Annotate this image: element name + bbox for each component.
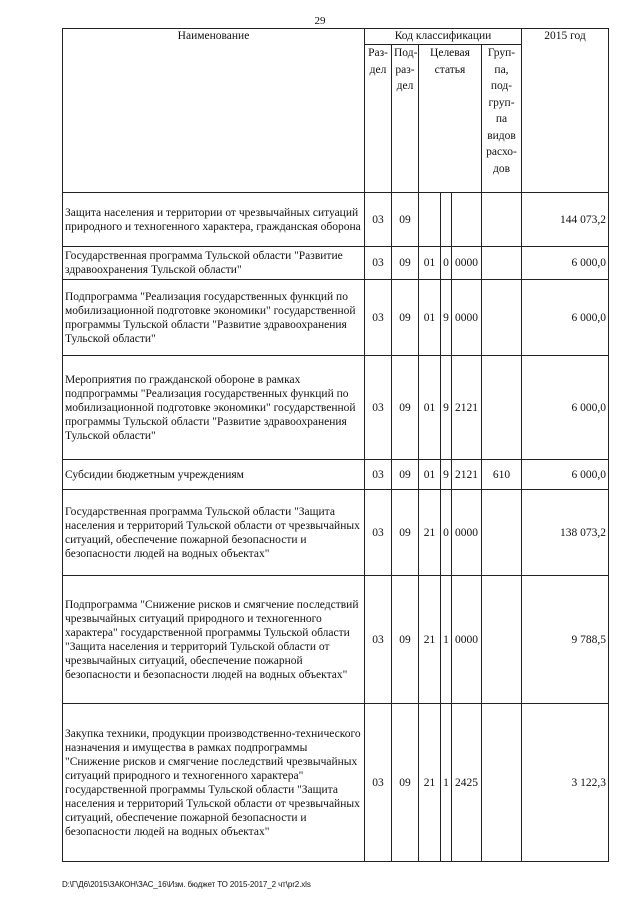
cell-razdel: 03 bbox=[365, 704, 392, 862]
file-path-footer: D:\Г\Д6\2015\ЗАКОН\ЗАС_16\Изм. бюджет ТО 2015-2017_2 чт\pr2.xls bbox=[62, 880, 311, 889]
table-row bbox=[63, 356, 609, 460]
cell-vr bbox=[482, 247, 522, 280]
cell-amount: 6 000,0 bbox=[522, 356, 609, 460]
cell-name: Подпрограмма "Реализация государственных функций по мобилизационной подготовке экономики" государственной программы Тульской области "Развитие здравоохранения Тульской области" bbox=[63, 280, 365, 356]
cell-name: Закупка техники, продукции производственно-технического назначения и имущества в рамках подпрограммы "Снижение рисков и смягчение последствий чрезвычайных ситуаций природного и техногенного характера" государственной программы Тульской области "Защита населения и территорий Тульской области от чрезвычайных ситуаций, обеспечение пожарной безопасности и безопасности людей на водных объектах" bbox=[63, 704, 365, 862]
cell-cs3: 0000 bbox=[452, 490, 482, 576]
cell-cs1: 21 bbox=[419, 576, 441, 704]
cell-amount: 6 000,0 bbox=[522, 280, 609, 356]
cell-podrazdel: 09 bbox=[392, 490, 419, 576]
cell-cs3: 2121 bbox=[452, 460, 482, 490]
cell-vr bbox=[482, 490, 522, 576]
cell-amount: 144 073,2 bbox=[522, 193, 609, 247]
cell-cs2: 9 bbox=[441, 280, 452, 356]
cell-cs1: 21 bbox=[419, 490, 441, 576]
cell-name: Подпрограмма "Снижение рисков и смягчение последствий чрезвычайных ситуаций природного и техногенного характера" государственной программы Тульской области "Защита населения и территорий Тульской области от чрезвычайных ситуаций, обеспечение пожарной безопасности и безопасности людей на водных объектах" bbox=[63, 576, 365, 704]
cell-cs2: 0 bbox=[441, 490, 452, 576]
header-subsection: Под- раз- дел bbox=[392, 45, 419, 193]
cell-cs2: 0 bbox=[441, 247, 452, 280]
cell-cs2: 1 bbox=[441, 704, 452, 862]
header-expense-group: Груп- па, под- груп- па видов расхо- дов bbox=[482, 45, 522, 193]
table-row bbox=[63, 247, 609, 280]
table-row bbox=[63, 193, 609, 247]
header-name: Наименование bbox=[63, 29, 365, 193]
cell-razdel: 03 bbox=[365, 193, 392, 247]
cell-vr bbox=[482, 704, 522, 862]
header-section: Раз- дел bbox=[365, 45, 392, 193]
cell-razdel: 03 bbox=[365, 490, 392, 576]
cell-cs3: 2425 bbox=[452, 704, 482, 862]
cell-vr bbox=[482, 356, 522, 460]
header-year: 2015 год bbox=[522, 29, 609, 193]
cell-cs3 bbox=[452, 193, 482, 247]
cell-name: Защита населения и территории от чрезвычайных ситуаций природного и техногенного характера, гражданская оборона bbox=[63, 193, 365, 247]
cell-name: Мероприятия по гражданской обороне в рамках подпрограммы "Реализация государственных функций по мобилизационной подготовке экономики" государственной программы Тульской области "Развитие здравоохранения Тульской области" bbox=[63, 356, 365, 460]
cell-podrazdel: 09 bbox=[392, 704, 419, 862]
header-classification: Код классификации bbox=[365, 29, 522, 45]
cell-podrazdel: 09 bbox=[392, 247, 419, 280]
cell-podrazdel: 09 bbox=[392, 193, 419, 247]
cell-podrazdel: 09 bbox=[392, 356, 419, 460]
cell-vr bbox=[482, 193, 522, 247]
cell-amount: 6 000,0 bbox=[522, 247, 609, 280]
cell-razdel: 03 bbox=[365, 247, 392, 280]
cell-name: Государственная программа Тульской области "Развитие здравоохранения Тульской области" bbox=[63, 247, 365, 280]
cell-amount: 9 788,5 bbox=[522, 576, 609, 704]
cell-podrazdel: 09 bbox=[392, 280, 419, 356]
cell-cs3: 0000 bbox=[452, 280, 482, 356]
table-row bbox=[63, 460, 609, 490]
header-target-article: Целевая статья bbox=[419, 45, 482, 193]
cell-vr: 610 bbox=[482, 460, 522, 490]
cell-cs2: 9 bbox=[441, 460, 452, 490]
cell-cs1 bbox=[419, 193, 441, 247]
cell-cs2: 9 bbox=[441, 356, 452, 460]
cell-cs3: 0000 bbox=[452, 576, 482, 704]
cell-vr bbox=[482, 280, 522, 356]
cell-cs1: 01 bbox=[419, 247, 441, 280]
cell-cs1: 01 bbox=[419, 280, 441, 356]
budget-table bbox=[62, 28, 609, 862]
cell-name: Субсидии бюджетным учреждениям bbox=[63, 460, 365, 490]
cell-cs1: 01 bbox=[419, 356, 441, 460]
cell-vr bbox=[482, 576, 522, 704]
cell-name: Государственная программа Тульской области "Защита населения и территорий Тульской области от чрезвычайных ситуаций, обеспечение пожарной безопасности и безопасности людей на водных объектах" bbox=[63, 490, 365, 576]
cell-amount: 6 000,0 bbox=[522, 460, 609, 490]
table-row bbox=[63, 280, 609, 356]
cell-cs1: 01 bbox=[419, 460, 441, 490]
cell-cs2: 1 bbox=[441, 576, 452, 704]
cell-cs1: 21 bbox=[419, 704, 441, 862]
cell-cs3: 2121 bbox=[452, 356, 482, 460]
page-number: 29 bbox=[314, 15, 326, 27]
cell-razdel: 03 bbox=[365, 356, 392, 460]
table-row bbox=[63, 704, 609, 862]
table-row bbox=[63, 490, 609, 576]
cell-razdel: 03 bbox=[365, 460, 392, 490]
cell-podrazdel: 09 bbox=[392, 576, 419, 704]
cell-razdel: 03 bbox=[365, 280, 392, 356]
cell-amount: 3 122,3 bbox=[522, 704, 609, 862]
cell-razdel: 03 bbox=[365, 576, 392, 704]
table-row bbox=[63, 576, 609, 704]
cell-cs3: 0000 bbox=[452, 247, 482, 280]
table-body bbox=[63, 193, 609, 862]
cell-cs2 bbox=[441, 193, 452, 247]
cell-amount: 138 073,2 bbox=[522, 490, 609, 576]
cell-podrazdel: 09 bbox=[392, 460, 419, 490]
